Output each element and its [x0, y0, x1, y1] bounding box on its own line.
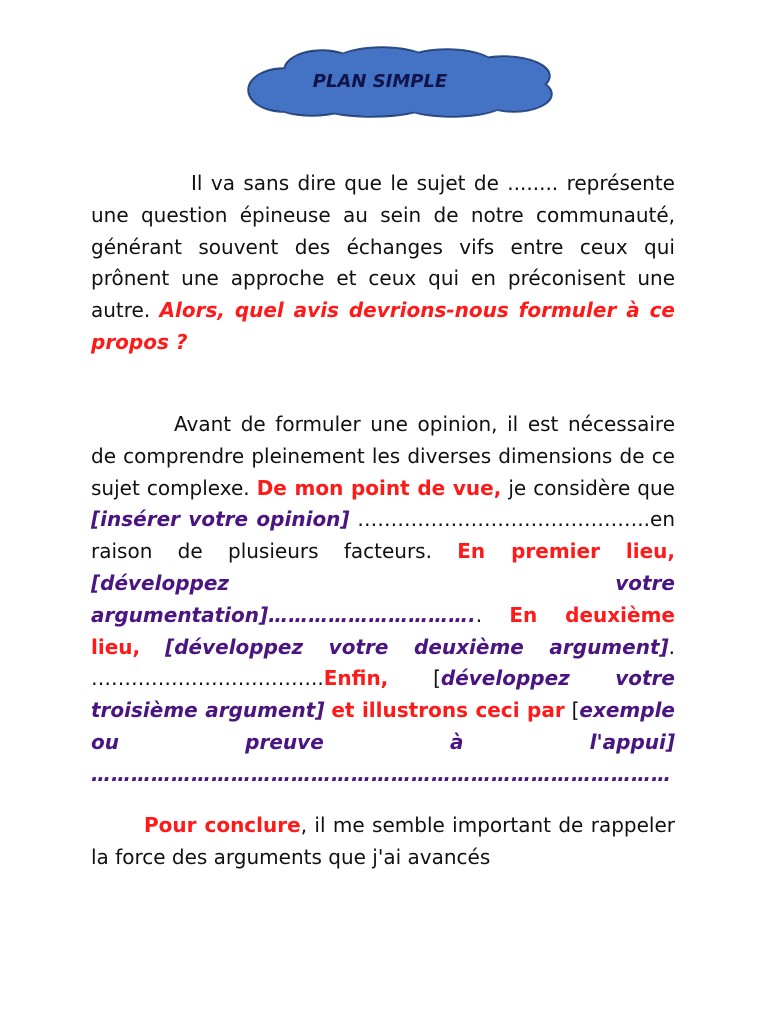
conclusion-connector: Pour conclure [144, 813, 301, 837]
dev-text-6 [140, 635, 165, 659]
paragraph-conclusion [91, 810, 675, 874]
conclusion-text: , il me semble important de rappeler la force des arguments que j'ai avancés [91, 813, 675, 869]
title-cloud-shape [242, 46, 558, 118]
dev-text-2: je considère que [501, 475, 675, 500]
dev-connector-viewpoint: De mon point de vue, [256, 475, 502, 500]
placeholder-opinion: [insérer votre opinion] [91, 507, 350, 532]
paragraph-development [91, 409, 675, 791]
dev-connector-finally: Enfin, [323, 666, 389, 691]
dev-text-5: . [475, 602, 510, 627]
page-title: PLAN SIMPLE [312, 70, 448, 92]
dev-connector-illustrate: et illustrons ceci par [331, 698, 565, 723]
dev-connector-first: En premier lieu, [457, 539, 675, 564]
dev-text-8: [ [388, 666, 441, 691]
placeholder-example: exemple ou preuve à l'appui] …………………………………………………………………………… [91, 698, 675, 786]
placeholder-argument-3: développez votre troisième argument] [91, 666, 675, 723]
intro-question: Alors, quel avis devrions-nous formuler à ce propos ? [91, 298, 675, 354]
dev-text-1: Avant de formuler une opinion, il est nécessaire de comprendre pleinement les diverses dimensions de ce sujet complexe. [91, 412, 675, 500]
dev-text-10: [ [564, 698, 580, 723]
dev-text-3: ……………………………………..en raison de plusieurs facteurs. [91, 507, 675, 564]
intro-text: Il va sans dire que le sujet de ........ représente une question épineuse au sein de notre communauté, générant souvent des échanges vifs entre ceux qui prônent une approche et ceux qui en préconisent une autre. [91, 171, 675, 323]
placeholder-argument-1: [développez votre argumentation]…………………………. [91, 570, 675, 627]
paragraph-introduction [91, 168, 675, 359]
dev-connector-second: En deuxième lieu, [91, 602, 675, 659]
dev-text-7: . …………………………….. [91, 634, 676, 691]
placeholder-argument-2: [développez votre deuxième argument] [165, 634, 669, 659]
